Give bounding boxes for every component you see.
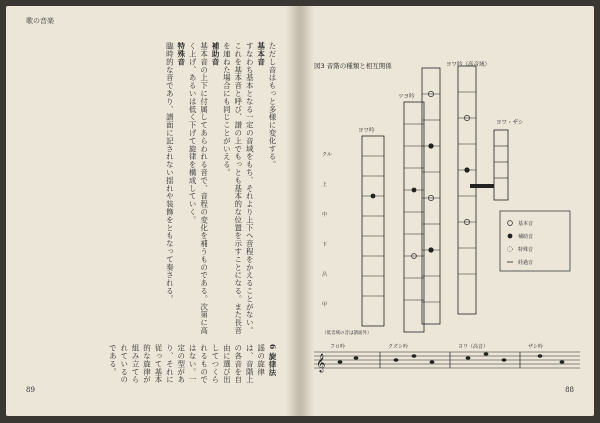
col-label-1: ヨワ吟 [358,128,375,134]
col-label-2: ツヨ吟 [398,94,415,100]
ladder-column-4 [458,66,476,314]
staff-label-4: ザシ吟 [528,344,543,350]
page-number-left: 89 [26,386,35,394]
scale-figure [300,6,594,416]
staff-notation [314,343,580,373]
heading-tokushu-on: 特殊音 [176,42,186,66]
ladder-column-3 [422,68,440,324]
scale-label-3: 中 [322,212,328,218]
scale-label-6: 甲 [322,302,328,308]
legend-item-1: 基本音 [518,221,534,227]
book-gutter [286,6,314,416]
paragraph-tokushu-on: 臨時的な音であり、譜面に記されない揺れや装飾をともなって奏される。 [165,42,175,303]
legend-item-4: 経過音 [518,260,534,266]
page-number-right: 88 [565,386,574,394]
staff-label-1: フロ吟 [330,344,346,350]
legend-item-2: 補助音 [518,234,534,240]
paragraph-kihon-on: すなわち基本となる一定の音域をもち、それより上下へ音程をかえることがない。これを基本音と呼び、譜の上でもっとも基本的な位置を示すことになる。また長音を連ねた場合にも同じことがいえる。 [222,42,255,335]
left-body-text-bottom [26,344,278,384]
staff-label-2: クズシ吟 [388,344,408,350]
left-body-text [26,42,278,342]
col-label-4: ヨワ・ザシ [496,120,524,126]
running-head: 歌の音楽 [26,17,54,25]
heading-senritsu-ho: 6 旋律法 [268,344,277,377]
note-markers [371,91,470,258]
figure-title: 図3 音階の種類と相互関係 [314,62,392,70]
scale-label-2: 上 [322,182,328,188]
paragraph-senritsu-ho: 謡の旋律は、音階上の各音を自由に選び出してつくられるものではない。一定の型があり、それに従って基本的な旋律が組み立てられているのである。 [108,344,266,384]
treble-clef-icon: 𝄞 [316,353,326,372]
intro-paragraph: ただし音はもっと多様に変化する。 [268,42,277,169]
paragraph-hojo-on: 基本音の上下に付属してあらわれる音で、音程の変化を補うものである。次第に高く上げ、あるいは低く下げて旋律を構成していく。 [188,42,209,335]
scale-label-4: 下 [322,242,328,248]
legend [500,211,570,271]
left-page [6,6,300,416]
scale-label-5: 呂 [322,272,328,278]
heading-kihon-on: 基本音 [256,42,266,66]
col-label-3: ヨワ吟（高音域） [446,62,491,68]
ladder-column-1 [362,136,384,326]
ladder-column-2 [404,102,424,332]
caption-note: （低音域の音は譜面外） [322,331,372,336]
legend-item-3: 特殊音 [518,247,534,253]
right-page [300,6,594,416]
heading-hojo-on: 補助音 [210,42,220,66]
scale-label-1: クル [322,152,332,158]
staff-label-3: ヨワ（高音） [458,344,489,350]
